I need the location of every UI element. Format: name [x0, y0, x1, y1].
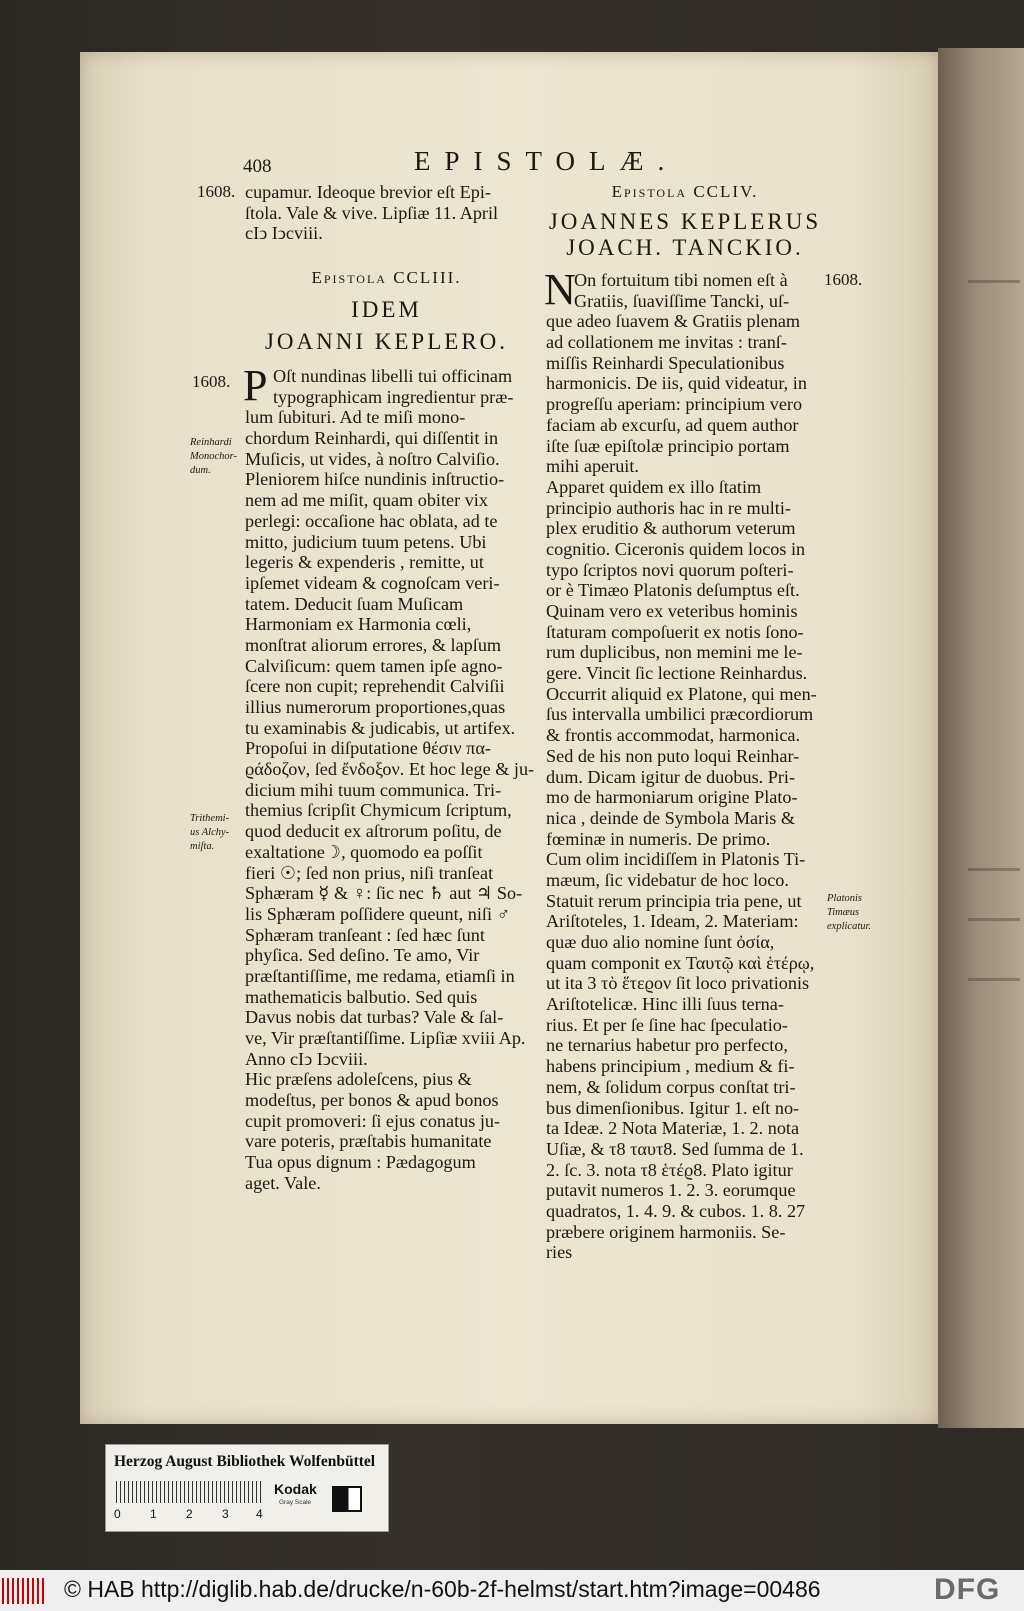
text-line: Sphæram tranſeant : ſed hæc ſunt [245, 924, 485, 945]
text-line: exaltatione☽, quomodo ea poſſit [245, 841, 483, 862]
text-line: Propoſui in diſputatione θέσιν πα- [245, 738, 491, 759]
margin-note-reinhardi [190, 436, 237, 478]
text-line: progreſſu aperiam: principium vero [546, 394, 803, 415]
text-line: monſtrat aliorum errores, & lapſum [245, 634, 502, 655]
margin-note-line: miſta. [190, 841, 215, 852]
text-line: ſcere non cupit; reprehendit Calviſii [245, 676, 505, 697]
text-line: mihi aperuit. [546, 456, 639, 477]
text-line: Oſt nundinas libelli tui officinam [273, 366, 513, 386]
text-line: ſtaturam compoſuerit ex notis ſono- [546, 621, 804, 642]
text-line: rius. Et per ſe ſine hac ſpeculatio- [546, 1014, 788, 1035]
text-line: ſtola. Vale & vive. Lipſiæ 11. April [245, 202, 499, 223]
text-line: phyſica. Sed deſino. Te amo, Vir [245, 945, 480, 966]
text-line: quadratos, 1. 4. 9. & cubos. 1. 8. 27 [546, 1200, 806, 1221]
text-line: Cum olim incidiſſem in Platonis Ti- [546, 849, 806, 870]
text-line: or è Timæo Platonis deſumptus eſt. [546, 580, 800, 601]
text-line: Muſicis, ut vides, à noſtro Calviſio. [245, 448, 500, 469]
text-line: ne ternarius habetur pro perfecto, [546, 1035, 788, 1056]
text-line: Tua opus dignum : Pædagogum [245, 1152, 476, 1173]
text-line: nem ad me miſit, quam obiter vix [245, 490, 488, 511]
text-line: Statuit rerum principia tria pene, ut [546, 890, 802, 911]
text-line: Harmoniam ex Harmonia cœli, [245, 614, 472, 635]
text-line: mo de harmoniarum origine Plato- [546, 787, 798, 808]
text-line: putavit numeros 1. 2. 3. eorumque [546, 1180, 796, 1201]
scale-ruler [116, 1481, 264, 1503]
margin-note-line: Trithemi- [190, 813, 230, 824]
scale-number: 3 [222, 1507, 229, 1521]
dropcap-n: N [544, 265, 576, 314]
text-line: mæum, ſic videbatur de hoc loco. [546, 869, 789, 890]
text-line: Pleniorem hiſce nundinis inſtructio- [245, 469, 505, 490]
text-line: Anno cIↄ Iↄcviii. [245, 1048, 368, 1069]
text-line: Ariſtoteles, 1. Ideam, 2. Materiam: [546, 911, 799, 932]
text-line: Occurrit aliquid ex Platone, qui men- [546, 683, 817, 704]
text-line: modeſtus, per bonos & apud bonos [245, 1090, 499, 1111]
letter-heading-ccliii: Epistola CCLIII. [311, 268, 462, 287]
text-line: typo ſcriptos novi quorum poſteri- [546, 559, 794, 580]
text-line: præſtantiſſime, me redama, etiamſi in [245, 965, 515, 986]
text-line: præbere originem harmoniis. Se- [546, 1221, 786, 1242]
text-line: typographicam ingredientur præ- [273, 386, 514, 407]
margin-note-line: Platonis [827, 893, 863, 904]
text-line: 2. ſc. 3. nota τ8 ἑτέϱ8. Plato igitur [546, 1159, 793, 1180]
text-line: cupamur. Ideoque brevior eſt Epi- [245, 182, 491, 202]
text-line: Apparet quidem ex illo ſtatim [546, 476, 762, 497]
text-line: Gratiis, ſuaviſſime Tancki, uſ- [574, 290, 790, 311]
kodak-brand: Kodak [274, 1481, 317, 1497]
text-line: quæ duo alio nomine ſunt ὀσία, [546, 932, 775, 952]
text-line: On fortuitum tibi nomen eſt à [574, 270, 788, 290]
text-line: Ariſtotelicæ. Hinc illi ſuus terna- [546, 994, 784, 1015]
margin-note-line: Reinhardi [190, 437, 232, 448]
text-line: Uſiæ, & τ8 ταυτ8. Sed ſumma de 1. [546, 1138, 804, 1159]
margin-note-trithemius [190, 812, 229, 854]
dfg-logo: DFG [934, 1573, 1001, 1606]
left-column-top-text [245, 182, 528, 244]
text-line: ſus intervalla umbilici præcordiorum [546, 704, 814, 725]
margin-note-line: Timæus [827, 907, 860, 918]
scale-number: 4 [256, 1507, 263, 1521]
year-marker-ccliv: 1608. [824, 270, 863, 289]
text-line: nica , deinde de Symbola Maris & [546, 807, 796, 828]
text-line: Hic præſens adoleſcens, pius & [245, 1069, 472, 1090]
letter-recipient-keplero: JOANNI KEPLERO. [264, 329, 509, 354]
running-head: EPISTOLÆ. [414, 146, 679, 176]
text-line: faciam ab excurſu, ad quem author [546, 414, 799, 435]
margin-note-platonis [827, 892, 871, 934]
text-line: habens principium , medium & fi- [546, 1056, 795, 1077]
text-line: que adeo ſuavem & Gratiis plenam [546, 311, 801, 332]
text-line: quod deducit ex aſtrorum poſitu, de [245, 821, 502, 842]
text-line: ta Ideæ. 2 Nota Materiæ, 1. 2. nota [546, 1118, 800, 1139]
text-line: illius numerorum proportiones,quas [245, 697, 506, 717]
footer-bar [0, 1570, 1024, 1611]
text-line: lum ſubituri. Ad te miſi mono- [245, 407, 466, 428]
text-line: Quinam vero ex veteribus hominis [546, 601, 798, 621]
text-line: principio authoris hac in re multi- [546, 497, 791, 518]
text-line: chordum Reinhardi, qui diſſentit in [245, 428, 499, 449]
text-line: ries [546, 1242, 573, 1263]
text-line: dum. Dicam igitur de duobus. Pri- [546, 766, 796, 787]
text-line: tu examinabis & judicabis, ut artifex. [245, 717, 516, 738]
text-line: vare poteris, præſtabis humanitate [245, 1131, 492, 1152]
text-line: ve, Vir præſtantiſſime. Lipſiæ xviii Ap. [245, 1028, 526, 1048]
page-number: 408 [243, 156, 272, 177]
text-line: ut ita 3 τὸ ἕτεϱον ſit loco privationis [546, 973, 810, 994]
text-line: themius ſcripſit Chymicum ſcriptum, [245, 800, 512, 821]
text-line: rum duplicibus, non memini me le- [546, 642, 803, 663]
text-line: aget. Vale. [245, 1172, 321, 1193]
year-marker-top: 1608. [197, 182, 236, 201]
text-line: ϱάδοζον, ſed ἔνδοξον. Et hoc lege & ju- [245, 759, 535, 780]
text-line: gere. Vincit ſic lectione Reinhardus. [546, 663, 808, 684]
letter-ccliii-body [243, 361, 535, 1194]
letter-ccliv-body [544, 265, 824, 1263]
scale-number: 0 [114, 1507, 121, 1521]
library-label-card [105, 1444, 389, 1532]
text-line: perlegi: occaſione hac oblata, ad te [245, 510, 498, 531]
gray-swatch [332, 1486, 362, 1512]
facing-page-edge [938, 48, 1024, 1428]
text-line: lis Sphæram poſſidere queunt, niſi ♂ [245, 903, 511, 924]
source-url[interactable]: © HAB http://diglib.hab.de/drucke/n-60b-2f-helmst/start.htm?image=00486 [64, 1576, 821, 1602]
year-marker-ccliii: 1608. [192, 372, 231, 391]
text-line: Sphæram ☿ & ♀: ſic nec ♄ aut ♃ So- [245, 883, 523, 904]
text-line: tatem. Deducit ſuam Muſicam [245, 593, 464, 614]
dropcap-p: P [243, 361, 268, 410]
text-line: Calviſicum: quem tamen ipſe agno- [245, 655, 503, 676]
text-line: harmonicis. De iis, quid videatur, in [546, 373, 807, 394]
text-line: ipſemet videam & cognoſcam veri- [245, 572, 500, 593]
letter-recipient-tanckio: JOACH. TANCKIO. [566, 235, 804, 260]
text-line: mathematicis balbutio. Sed quis [245, 986, 478, 1007]
text-line: cupit promoveri: ſi ejus conatus ju- [245, 1110, 501, 1131]
text-line: miſſis Reinhardi Speculationibus [546, 352, 785, 373]
margin-note-line: dum. [190, 465, 211, 476]
gray-scale-label: Gray Scale [279, 1499, 312, 1506]
margin-note-line: us Alchy- [190, 827, 230, 838]
letter-heading-ccliv: Epistola CCLIV. [611, 182, 759, 201]
text-line: cognitio. Ciceronis quidem locos in [546, 538, 806, 559]
text-line: Sed de his non puto loqui Reinhar- [546, 745, 800, 766]
scale-number: 1 [150, 1507, 157, 1521]
text-line: Davus nobis dat turbas? Vale & ſal- [245, 1007, 504, 1028]
text-line: dicium mihi tuum communica. Tri- [245, 779, 502, 800]
margin-note-line: Monochor- [190, 451, 238, 462]
text-line: fieri ☉; ſed non prius, niſi tranſeat [245, 862, 494, 883]
text-line: nem, & ſolidum corpus conſtat tri- [546, 1076, 796, 1097]
text-line: cIↄ Iↄcviii. [245, 223, 323, 244]
barcode-icon [2, 1578, 46, 1604]
text-line: & frontis accommodat, harmonica. [546, 725, 801, 746]
text-line: fœminæ in numeris. De primo. [546, 828, 771, 849]
text-line: iſte ſuæ epiſtolæ principio portam [546, 435, 790, 456]
text-line: mitto, judicium tuum petens. Ubi [245, 531, 487, 552]
letter-sender-keplerus: JOANNES KEPLERUS [548, 209, 822, 234]
text-line: bus dimenſionibus. Igitur 1. eſt no- [546, 1097, 800, 1118]
scale-number: 2 [186, 1507, 193, 1521]
text-line: plex eruditio & authorum veterum [546, 518, 796, 539]
text-line: legeris & expenderis , remitte, ut [245, 552, 484, 573]
library-name: Herzog August Bibliothek Wolfenbüttel [114, 1453, 376, 1470]
margin-note-line: explicatur. [827, 921, 872, 932]
letter-sender-idem: IDEM [351, 297, 422, 322]
text-line: quam componit ex Ταυτῷ καὶ ἑτέρῳ, [546, 952, 815, 973]
text-line: ad collationem me invitas : tranſ- [546, 332, 787, 353]
